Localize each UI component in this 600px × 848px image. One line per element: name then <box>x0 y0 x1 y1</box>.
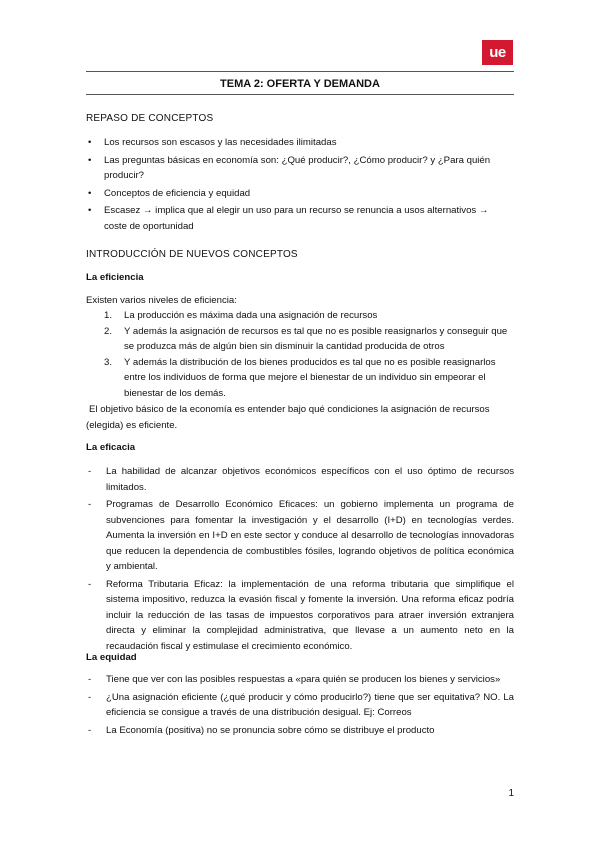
list-item: - ¿Una asignación eficiente (¿qué producir y cómo producirlo?) tiene que ser equitativa? NO. La eficiencia se consigue a través de una distribución desigual. Ej: Correos <box>86 690 514 721</box>
list-item: 1. La producción es máxima dada una asignación de recursos <box>104 310 378 321</box>
list-item: • Conceptos de eficiencia y equidad <box>86 186 514 202</box>
equidad-list <box>86 672 514 740</box>
repaso-heading: REPASO DE CONCEPTOS <box>86 113 214 124</box>
list-item: 3. Y además la distribución de los bienes producidos es tal que no es posible reasignarlos entre los individuos de forma que mejore el bienestar de un individuo sin empeorar el bienestar de los demás. <box>104 356 496 399</box>
list-item: - Programas de Desarrollo Económico Eficaces: un gobierno implementa un programa de subvenciones para fomentar la investigación y el desarrollo (I+D) en tecnologías verdes. Aumenta la inversión en I+D en este sector y conduce al desarrollo de tecnologías innovadoras que reducen la dependencia de combustibles fósiles, logrando objetivos de política económica y ambiental. <box>86 497 514 575</box>
list-item: - Reforma Tributaria Eficaz: la implementación de una reforma tributaria que simplifique el sistema impositivo, reduzca la evasión fiscal y fomente la inversión. Una reforma eficaz podría incluir la reducción de las tasas de impuestos corporativos para atraer inversión extranjera directa y eliminar la complejidad administrativa, que llevase a un aumento neto en la recaudación fiscal y estimulase el crecimiento económico. <box>86 577 514 655</box>
eficacia-heading: La eficacia <box>86 442 136 453</box>
list-item: - Tiene que ver con las posibles respuestas a «para quién se producen los bienes y servicios» <box>86 672 514 688</box>
page-number: 1 <box>508 788 514 799</box>
ue-logo: ue <box>482 40 513 65</box>
eficacia-list <box>86 464 514 656</box>
equidad-heading: La equidad <box>86 652 137 663</box>
title-bottom-rule <box>86 94 514 95</box>
intro-heading: INTRODUCCIÓN DE NUEVOS CONCEPTOS <box>86 249 298 260</box>
list-item: - La Economía (positiva) no se pronuncia sobre cómo se distribuye el producto <box>86 723 514 739</box>
list-item: 2. Y además la asignación de recursos es tal que no es posible reasignarlos y conseguir que se produzca más de algún bien sin disminuir la cantidad producida de otros <box>104 325 508 352</box>
list-item: - La habilidad de alcanzar objetivos económicos específicos con el uso óptimo de recursos limitados. <box>86 464 514 495</box>
eficiencia-heading: La eficiencia <box>86 272 144 283</box>
list-item: • Escasez → implica que al elegir un uso para un recurso se renuncia a usos alternativos → coste de oportunidad <box>86 203 514 234</box>
page-title: TEMA 2: OFERTA Y DEMANDA <box>220 78 380 90</box>
eficiencia-lead: Existen varios niveles de eficiencia: <box>86 295 237 306</box>
repaso-list <box>86 135 514 236</box>
eficiencia-closing: El objetivo básico de la economía es entender bajo qué condiciones la asignación de recursos (elegida) es eficiente. <box>86 404 490 431</box>
list-item: • Los recursos son escasos y las necesidades ilimitadas <box>86 135 514 151</box>
title-top-rule <box>86 71 514 72</box>
list-item: • Las preguntas básicas en economía son: ¿Qué producir?, ¿Cómo producir? y ¿Para quién producir? <box>86 153 514 184</box>
eficiencia-list <box>86 308 514 401</box>
